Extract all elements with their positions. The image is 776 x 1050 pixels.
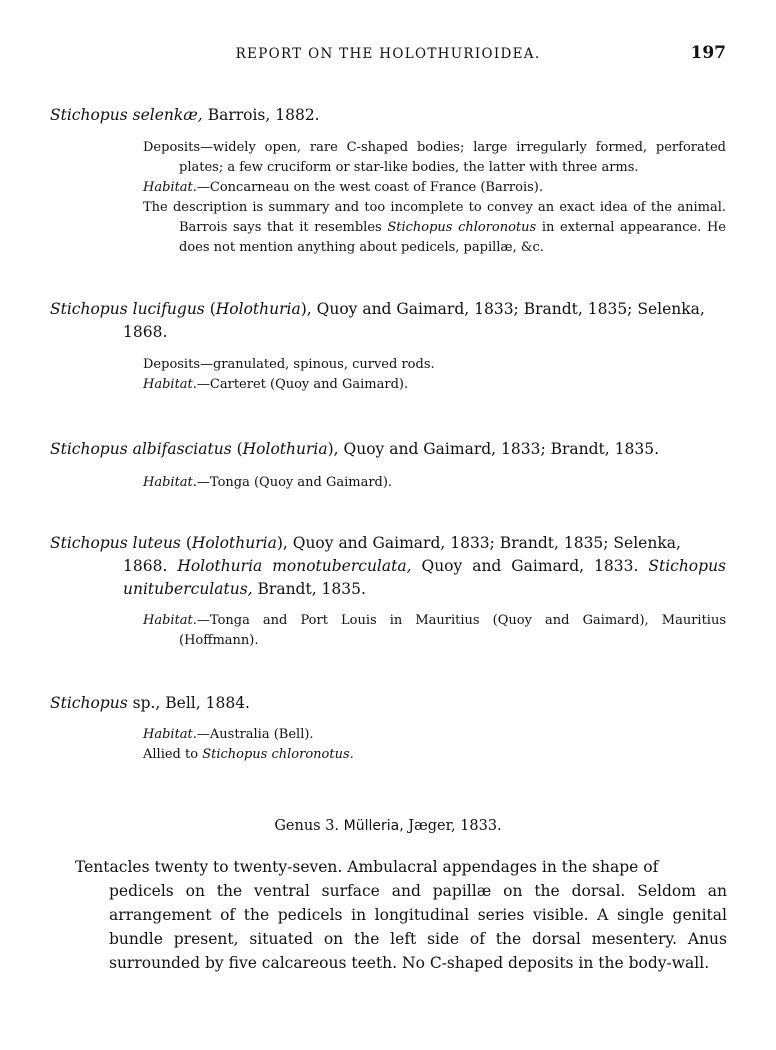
species-notes-albifasciatus <box>143 473 726 493</box>
deposits-note: Deposits—granulated, spinous, curved rods. <box>143 357 435 372</box>
species-notes-selenkae <box>143 138 726 258</box>
habitat-note: Habitat.—Tonga and Port Louis in Mauritius (Quoy and Gaimard), Mauritius (Hoffmann). <box>143 613 726 648</box>
genus-description: Tentacles twenty to twenty-seven. Ambulacral appendages in the shape of pedicels on the ventral surface and papillæ on the dorsal. Seldom an arrangement of the pedicels in longitudinal series visible. A single genital bundle present, situated on the left side of the dorsal mesentery. Anus surrounded by five calcareous teeth. No C-shaped deposits in the body-wall. <box>75 858 727 972</box>
species-heading-albifasciatus: Stichopus albifasciatus (Holothuria), Quoy and Gaimard, 1833; Brandt, 1835. <box>50 440 659 458</box>
species-notes-luteus <box>143 611 726 651</box>
species-notes-lucifugus <box>143 355 726 395</box>
authority: Quoy and Gaimard, 1833; Brandt, 1835; Selenka, <box>316 300 705 318</box>
species-heading-sp: Stichopus sp., Bell, 1884. <box>50 694 250 712</box>
species-notes-sp <box>143 725 726 765</box>
allied-note: Allied to Stichopus chloronotus. <box>143 747 354 762</box>
habitat-note: Habitat.—Tonga (Quoy and Gaimard). <box>143 475 393 490</box>
authority: Bell, 1884. <box>165 694 250 712</box>
species-heading-luteus: Stichopus luteus (Holothuria), Quoy and Gaimard, 1833; Brandt, 1835; Selenka, 1868. Holothuria monotuberculata, Quoy and Gaimard, 1833. Stichopus unituberculatus, Brandt, 1835. <box>50 534 727 598</box>
species-name: luteus <box>132 534 181 552</box>
page-number: 197 <box>690 43 726 63</box>
species-name: lucifugus <box>132 300 205 318</box>
authority: Quoy and Gaimard, 1833; Brandt, 1835. <box>343 440 659 458</box>
authority: Barrois, 1882. <box>207 106 320 124</box>
habitat-note: Habitat.—Australia (Bell). <box>143 727 314 742</box>
habitat-note: Habitat.—Concarneau on the west coast of France (Barrois). <box>143 180 544 195</box>
genus-name: Mülleria, <box>343 818 404 834</box>
description-note: The description is summary and too incomplete to convey an exact idea of the animal. Barrois says that it resembles Stichopus chloronotus in external appearance. He does not mention anything about pedicels, papillæ, &c. <box>143 200 726 255</box>
species-name: sp., <box>132 694 161 712</box>
species-name: selenkæ, <box>132 106 203 124</box>
running-header: REPORT ON THE HOLOTHURIOIDEA. <box>235 46 541 62</box>
deposits-note: Deposits—widely open, rare C-shaped bodies; large irregularly formed, perforated plates; a few cruciform or star-like bodies, the latter with three arms. <box>143 140 726 175</box>
genus-name: Stichopus <box>50 106 128 124</box>
species-name: albifasciatus <box>132 440 232 458</box>
habitat-note: Habitat.—Carteret (Quoy and Gaimard). <box>143 377 409 392</box>
species-heading-lucifugus: Stichopus lucifugus (Holothuria), Quoy and Gaimard, 1833; Brandt, 1835; Selenka, 1868. <box>50 300 705 341</box>
genus-heading: Genus 3. Mülleria, Jæger, 1833. <box>274 818 502 834</box>
species-heading-selenkae <box>50 104 726 127</box>
authority: Quoy and Gaimard, 1833; Brandt, 1835; Selenka, <box>292 534 681 552</box>
